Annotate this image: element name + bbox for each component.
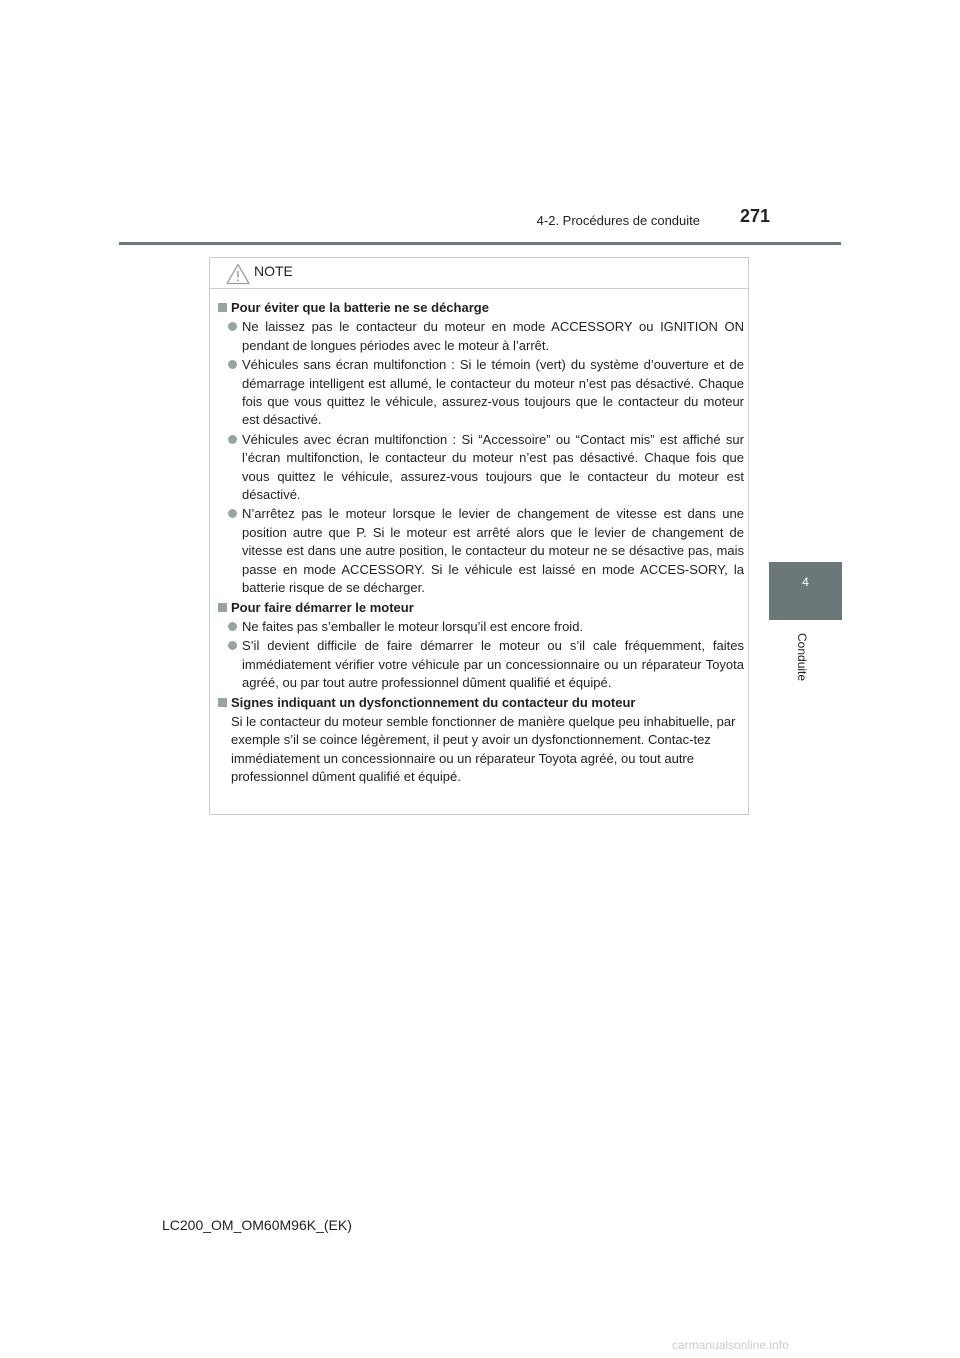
bullet-text: Véhicules avec écran multifonction : Si “Accessoire” ou “Contact mis” est affiché sur l’écran multifonction, le contacteur du moteur n’est pas désactivé. Chaque fois que vous quittez le véhicule, assurez-vous toujours que le contacteur du moteur est désactivé. — [242, 431, 744, 503]
running-header-section: 4-2. Procédures de conduite — [536, 213, 700, 228]
footer-document-code: LC200_OM_OM60M96K_(EK) — [162, 1217, 352, 1233]
square-bullet-icon — [218, 603, 227, 612]
note-body — [218, 299, 744, 787]
section-title-text: Signes indiquant un dysfonctionnement du contacteur du moteur — [231, 694, 636, 710]
warning-triangle-icon — [226, 263, 250, 285]
bullet-item — [218, 637, 744, 692]
round-bullet-icon — [228, 641, 237, 650]
round-bullet-icon — [228, 435, 237, 444]
round-bullet-icon — [228, 322, 237, 331]
chapter-label: Conduite — [795, 633, 809, 682]
watermark: carmanualsonline.info — [672, 1338, 789, 1352]
round-bullet-icon — [228, 360, 237, 369]
page-number: 271 — [740, 206, 771, 226]
square-bullet-icon — [218, 698, 227, 707]
bullet-item — [218, 618, 744, 636]
chapter-tab — [769, 562, 842, 620]
bullet-text: Ne laissez pas le contacteur du moteur en mode ACCESSORY ou IGNITION ON pendant de longues périodes avec le moteur à l’arrêt. — [242, 319, 744, 353]
note-box — [209, 257, 749, 815]
note-header — [210, 258, 748, 289]
bullet-text: N’arrêtez pas le moteur lorsque le levier de changement de vitesse est dans une position autre que P. Si le moteur est arrêté alors que le levier de changement de vitesse est dans une autre position, le contacteur du moteur ne se désactive pas, mais passe en mode ACCESSORY. Si le véhicule est laissé en mode ACCES-SORY, la batterie risque de se décharger. — [242, 506, 744, 596]
bullet-item — [218, 505, 744, 597]
bullet-item — [218, 431, 744, 505]
section-title-text: Pour faire démarrer le moteur — [231, 599, 414, 615]
bullet-text: S’il devient difficile de faire démarrer le moteur ou s’il cale fréquemment, faites immédiatement vérifier votre véhicule par un concessionnaire ou un réparateur Toyota agréé, ou par tout autre professionnel dûment qualifié et équipé. — [242, 638, 744, 691]
bullet-text: Véhicules sans écran multifonction : Si le témoin (vert) du système d’ouverture et de démarrage intelligent est allumé, le contacteur du moteur n’est pas désactivé. Chaque fois que vous quittez le véhicule, assurez-vous toujours que le contacteur du moteur est désactivé. — [242, 357, 744, 428]
round-bullet-icon — [228, 509, 237, 518]
bullet-item — [218, 356, 744, 430]
note-title: NOTE — [254, 263, 293, 279]
bullet-item — [218, 318, 744, 355]
header-rule — [119, 242, 841, 245]
round-bullet-icon — [228, 622, 237, 631]
section-title — [218, 694, 744, 712]
section-title-text: Pour éviter que la batterie ne se décharge — [231, 300, 489, 315]
bullet-text: Ne faites pas s’emballer le moteur lorsqu’il est encore froid. — [242, 618, 584, 634]
section-title — [218, 599, 744, 617]
square-bullet-icon — [218, 303, 227, 312]
chapter-number: 4 — [802, 575, 809, 589]
section-title — [218, 299, 744, 317]
section-paragraph: Si le contacteur du moteur semble fonctionner de manière quelque peu inhabituelle, par exemple s’il se coince légèrement, il peut y avoir un dysfonctionnement. Contac-tez immédiatement un concessionnaire ou un réparateur Toyota agréé, ou tout autre professionnel dûment qualifié et équipé. — [231, 713, 736, 785]
